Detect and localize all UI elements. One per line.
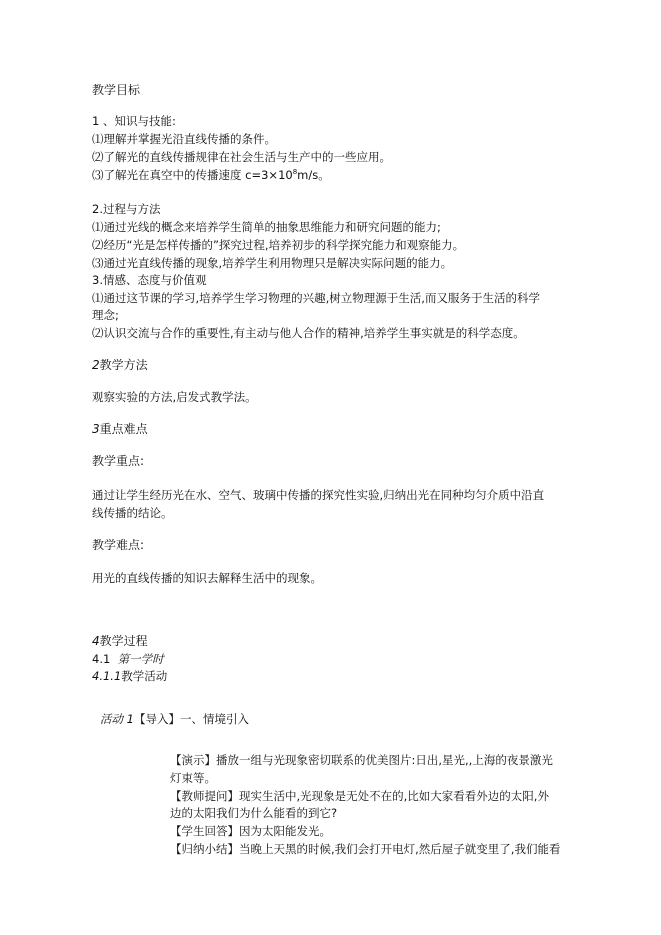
process-subsubheading: [92, 668, 167, 684]
process-subsub-label: 教学活动: [121, 669, 168, 683]
section1-item: ⑵了解光的直线传播规律在社会生活与生产中的一些应用。: [92, 150, 391, 164]
activity-tag: 【导入】: [133, 712, 180, 726]
section3-item: ⑵认识交流与合作的重要性,有主动与他人合作的精神,培养学生事实就是的科学态度。: [92, 326, 525, 340]
section3-item: ⑴通过这节课的学习,培养学生学习物理的兴趣,树立物理源于生活,而又服务于生活的科学: [92, 291, 540, 305]
page-title: 教学目标: [92, 83, 141, 97]
section3-item-cont: 理念;: [92, 308, 119, 322]
process-sub-number: 4.1: [92, 652, 111, 666]
method-text: 观察实验的方法,启发式教学法。: [92, 390, 257, 404]
speed-exponent: 8: [292, 168, 298, 177]
section2-item: ⑶通过光直线传播的现象,培养学生利用物理只是解决实际问题的能力。: [92, 256, 453, 270]
section2-heading: 2.过程与方法: [92, 202, 161, 216]
section1-item-speed: [92, 167, 330, 183]
focus-text-cont: 线传播的结论。: [92, 506, 173, 520]
method-number: 2: [92, 358, 100, 372]
method-heading-text: 教学方法: [99, 358, 148, 372]
activity-line: 【教师提问】现实生活中,光现象是无处不在的,比如大家看看外边的太阳,外: [170, 789, 549, 803]
section2-item: ⑴通过光线的概念来培养学生简单的抽象思维能力和研究问题的能力;: [92, 220, 441, 234]
section2-item: ⑵经历“光是怎样传播的”探究过程,培养初步的科学探究能力和观察能力。: [92, 238, 465, 252]
focus-label: 教学重点:: [92, 454, 145, 468]
activity-line: 【演示】播放一组与光现象密切联系的优美图片:日出,星光,,上海的夜景激光: [170, 753, 553, 767]
activity-line: 边的太阳我们为什么能看的到它?: [170, 806, 338, 820]
activity-label: 活动 1: [100, 712, 134, 726]
activity-heading: [100, 711, 249, 727]
process-number: 4: [92, 634, 100, 648]
section1-heading: 1 、知识与技能:: [92, 114, 176, 128]
difficulty-label: 教学难点:: [92, 538, 145, 552]
process-heading: [92, 633, 148, 649]
process-subsub-number: 4.1.1: [92, 669, 122, 683]
key-heading-text: 重点难点: [99, 422, 148, 436]
key-heading: [92, 421, 148, 437]
difficulty-text: 用光的直线传播的知识去解释生活中的现象。: [92, 571, 322, 585]
process-heading-text: 教学过程: [99, 634, 148, 648]
focus-text: 通过让学生经历光在水、空气、玻璃中传播的探究性实验,归纳出光在同种均匀介质中沿直: [92, 488, 545, 502]
method-heading: [92, 357, 148, 373]
activity-line: 灯束等。: [170, 771, 216, 785]
process-sub-label: 第一学时: [117, 652, 164, 666]
activity-line: 【学生回答】因为太阳能发光。: [170, 824, 331, 838]
activity-line: 【归纳小结】当晚上天黑的时候,我们会打开电灯,然后屋子就变里了,我们能看: [170, 842, 561, 856]
process-subheading: [92, 651, 164, 667]
section1-item: ⑴理解并掌握光沿直线传播的条件。: [92, 132, 276, 146]
key-number: 3: [92, 422, 100, 436]
section3-heading: 3.情感、态度与价值观: [92, 273, 207, 287]
speed-suffix: m/s。: [297, 168, 330, 182]
speed-prefix: ⑶了解光在真空中的传播速度 c=3×10: [92, 168, 293, 182]
activity-title: 一、情境引入: [179, 712, 249, 726]
